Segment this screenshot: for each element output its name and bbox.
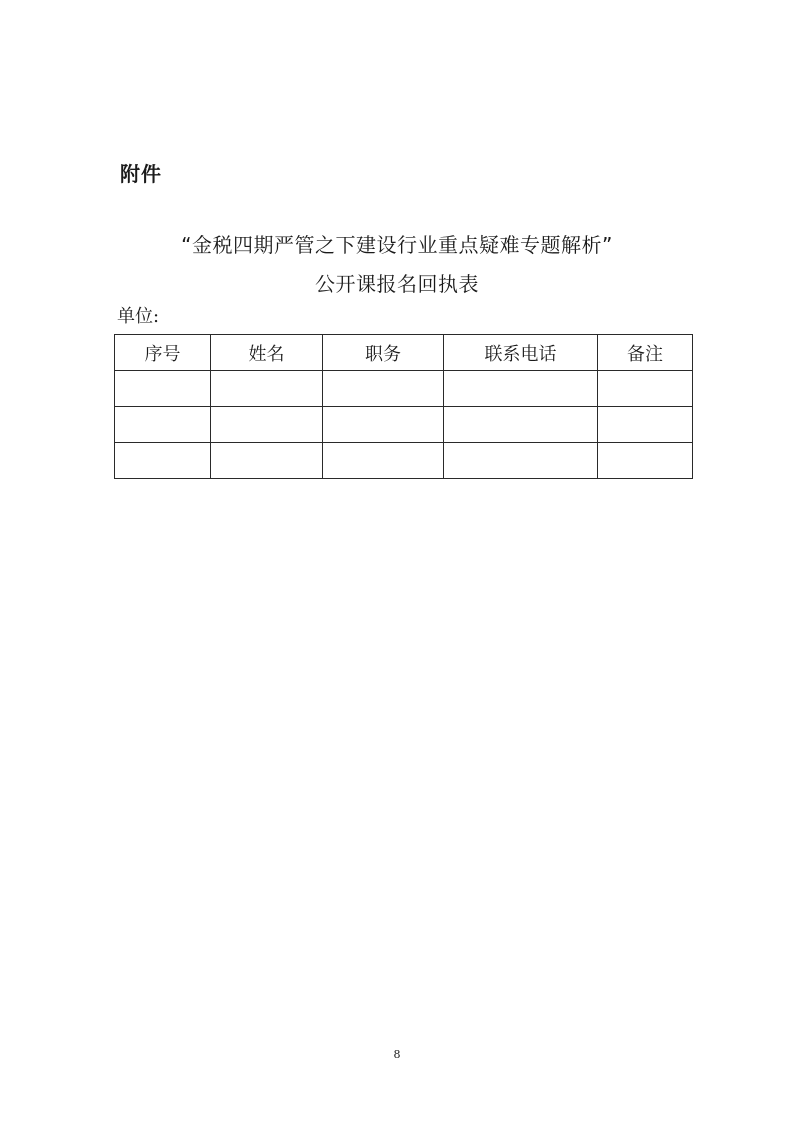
document-subtitle: 公开课报名回执表: [315, 272, 479, 296]
page-number: 8: [393, 1048, 401, 1061]
table-cell[interactable]: [323, 443, 444, 479]
header-serial-number: 序号: [115, 335, 211, 371]
table-cell[interactable]: [211, 407, 323, 443]
header-phone: 联系电话: [444, 335, 598, 371]
header-remarks: 备注: [598, 335, 693, 371]
table-header-row: [115, 335, 693, 371]
table-cell[interactable]: [444, 371, 598, 407]
registration-table: [114, 334, 693, 479]
table-cell[interactable]: [211, 371, 323, 407]
table-row: [115, 443, 693, 479]
table-cell[interactable]: [115, 407, 211, 443]
header-position: 职务: [323, 335, 444, 371]
table-row: [115, 371, 693, 407]
header-name: 姓名: [211, 335, 323, 371]
table-cell[interactable]: [444, 443, 598, 479]
document-title: “金税四期严管之下建设行业重点疑难专题解析”: [181, 233, 613, 257]
table-cell[interactable]: [211, 443, 323, 479]
table-cell[interactable]: [598, 371, 693, 407]
table-cell[interactable]: [323, 407, 444, 443]
table-row: [115, 407, 693, 443]
table-cell[interactable]: [598, 407, 693, 443]
table-cell[interactable]: [115, 371, 211, 407]
table-cell[interactable]: [115, 443, 211, 479]
table-cell[interactable]: [323, 371, 444, 407]
table-cell[interactable]: [444, 407, 598, 443]
unit-label: 单位:: [117, 306, 160, 327]
table-cell[interactable]: [598, 443, 693, 479]
attachment-label: 附件: [120, 162, 162, 186]
